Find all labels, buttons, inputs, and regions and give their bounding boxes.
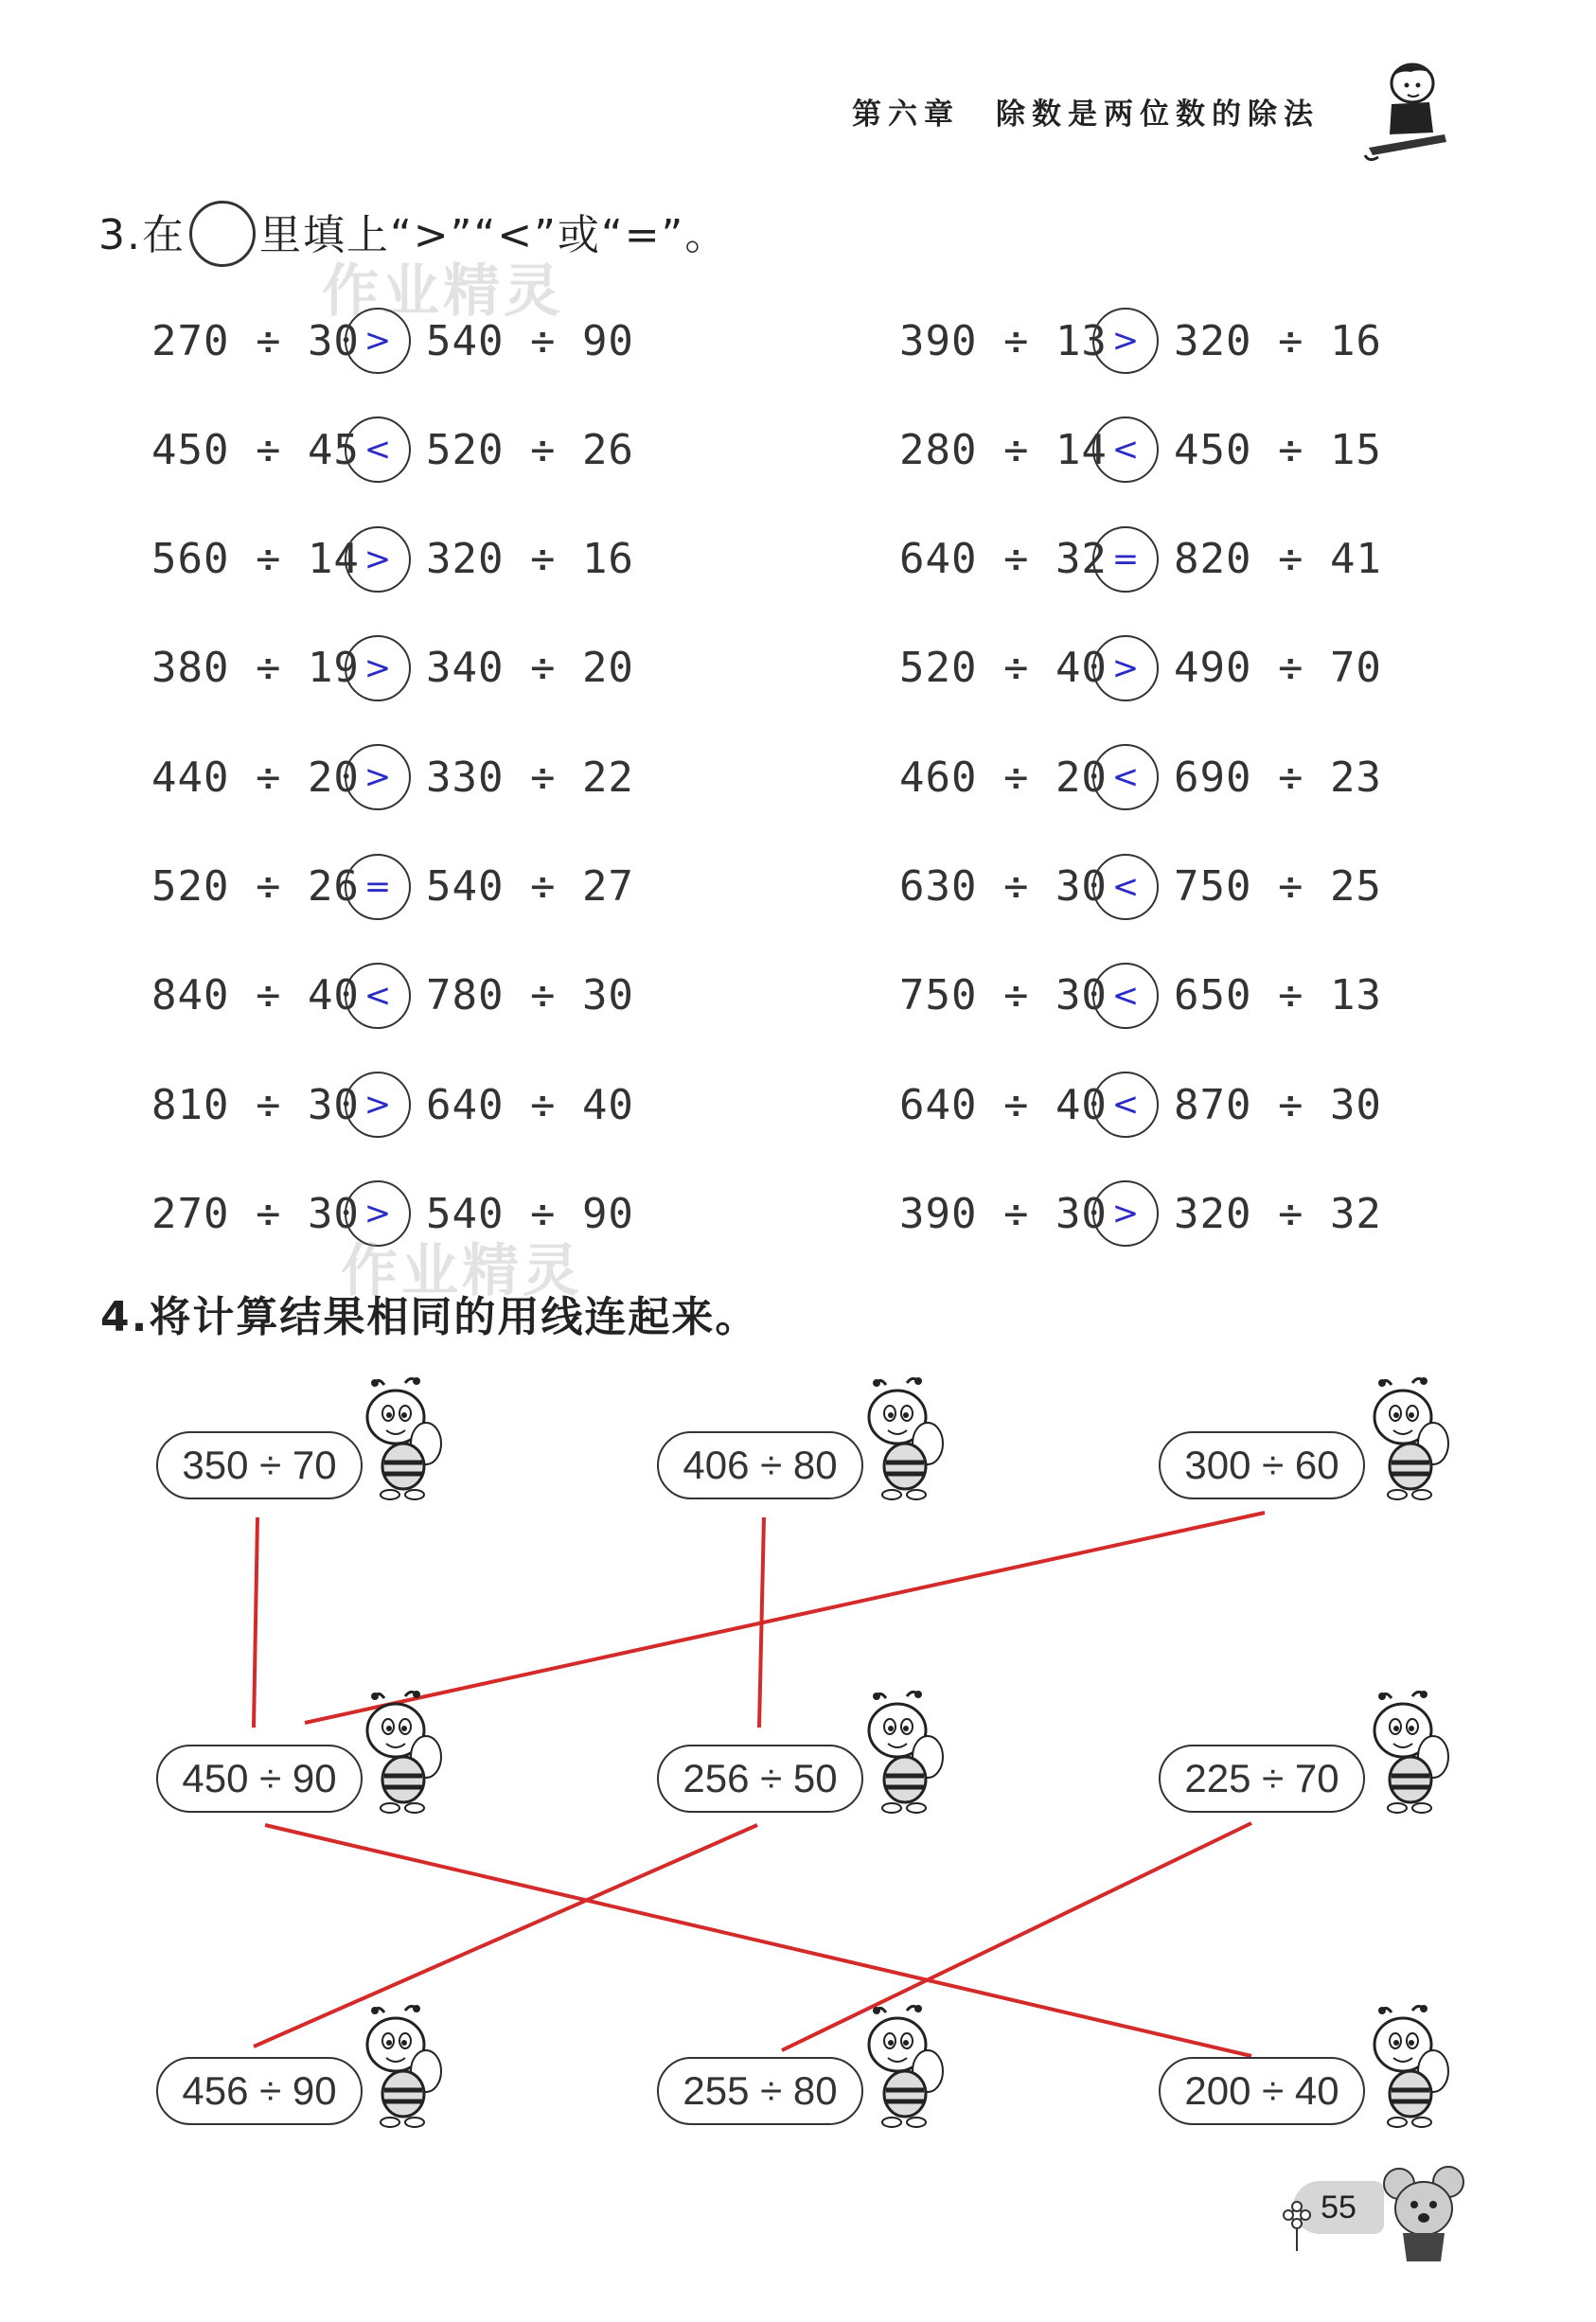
answer-circle[interactable]: < [1092, 744, 1159, 810]
right-expression: 650 ÷ 13 [1174, 971, 1382, 1020]
bee-icon [356, 1377, 443, 1510]
left-expression: 460 ÷ 20 [899, 753, 1108, 802]
answer-circle[interactable]: > [345, 308, 411, 374]
expression-box[interactable]: 225 ÷ 70 [1159, 1745, 1365, 1813]
left-expression: 520 ÷ 26 [151, 862, 360, 911]
flower-icon [1278, 2196, 1316, 2253]
connection-line[interactable] [782, 1823, 1251, 2050]
left-expression: 560 ÷ 14 [151, 535, 360, 584]
connection-line[interactable] [305, 1513, 1265, 1723]
left-expression: 390 ÷ 13 [899, 316, 1108, 365]
bee-icon [1363, 2005, 1450, 2137]
answer-circle[interactable]: > [1092, 1180, 1159, 1247]
bee-icon [858, 1377, 945, 1510]
answer-circle[interactable]: < [1092, 1072, 1159, 1138]
watermark: 作业精灵 [322, 258, 564, 325]
answer-circle[interactable]: < [345, 963, 411, 1029]
answer-circle[interactable]: > [345, 744, 411, 810]
left-expression: 450 ÷ 45 [151, 425, 360, 474]
left-expression: 270 ÷ 30 [151, 1189, 360, 1238]
answer-circle[interactable]: < [345, 417, 411, 483]
expression-box[interactable]: 350 ÷ 70 [156, 1431, 363, 1499]
right-expression: 540 ÷ 90 [426, 1189, 634, 1238]
right-expression: 490 ÷ 70 [1174, 644, 1382, 693]
bee-icon [858, 2005, 945, 2137]
expression-box[interactable]: 450 ÷ 90 [156, 1745, 363, 1813]
expression-box[interactable]: 300 ÷ 60 [1159, 1431, 1365, 1499]
left-expression: 440 ÷ 20 [151, 753, 360, 802]
right-expression: 320 ÷ 16 [426, 535, 634, 584]
chapter-label: 第六章 [852, 97, 960, 132]
left-expression: 630 ÷ 30 [899, 862, 1108, 911]
expression-box[interactable]: 406 ÷ 80 [657, 1431, 863, 1499]
answer-circle[interactable]: < [1092, 854, 1159, 920]
left-expression: 270 ÷ 30 [151, 316, 360, 365]
right-expression: 750 ÷ 25 [1174, 862, 1382, 911]
right-expression: 870 ÷ 30 [1174, 1080, 1382, 1129]
question-number: 3. [98, 211, 142, 259]
left-expression: 280 ÷ 14 [899, 425, 1108, 474]
left-expression: 810 ÷ 30 [151, 1080, 360, 1129]
bee-icon [356, 1691, 443, 1823]
answer-circle[interactable]: = [1092, 526, 1159, 593]
left-expression: 640 ÷ 40 [899, 1080, 1108, 1129]
answer-circle[interactable]: < [1092, 963, 1159, 1029]
right-expression: 320 ÷ 16 [1174, 316, 1382, 365]
left-expression: 750 ÷ 30 [899, 971, 1108, 1020]
page-number: 55 [1293, 2181, 1384, 2234]
expression-box[interactable]: 200 ÷ 40 [1159, 2057, 1365, 2125]
right-expression: 540 ÷ 27 [426, 862, 634, 911]
bee-icon [1363, 1377, 1450, 1510]
watermark: 作业精灵 [341, 1238, 583, 1304]
answer-circle[interactable]: > [345, 526, 411, 593]
left-expression: 380 ÷ 19 [151, 644, 360, 693]
connection-line[interactable] [254, 1517, 257, 1728]
answer-circle[interactable]: > [345, 1180, 411, 1247]
right-expression: 340 ÷ 20 [426, 644, 634, 693]
right-expression: 330 ÷ 22 [426, 753, 634, 802]
koala-icon [1382, 2163, 1467, 2267]
right-expression: 820 ÷ 41 [1174, 535, 1382, 584]
answer-circle[interactable]: > [345, 635, 411, 701]
title-text: 里填上“>”“<”或“=”。 [258, 211, 729, 259]
question-number: 4. [100, 1293, 150, 1341]
answer-circle[interactable]: > [1092, 308, 1159, 374]
answer-circle[interactable]: > [1092, 635, 1159, 701]
right-expression: 690 ÷ 23 [1174, 753, 1382, 802]
answer-circle[interactable]: < [1092, 417, 1159, 483]
right-expression: 450 ÷ 15 [1174, 425, 1382, 474]
bee-icon [356, 2005, 443, 2137]
right-expression: 520 ÷ 26 [426, 425, 634, 474]
expression-box[interactable]: 456 ÷ 90 [156, 2057, 363, 2125]
left-expression: 640 ÷ 32 [899, 535, 1108, 584]
answer-circle[interactable]: = [345, 854, 411, 920]
chapter-title: 除数是两位数的除法 [996, 97, 1320, 132]
expression-box[interactable]: 256 ÷ 50 [657, 1745, 863, 1813]
right-expression: 540 ÷ 90 [426, 316, 634, 365]
left-expression: 840 ÷ 40 [151, 971, 360, 1020]
bee-icon [1363, 1691, 1450, 1823]
expression-box[interactable]: 255 ÷ 80 [657, 2057, 863, 2125]
left-expression: 390 ÷ 30 [899, 1189, 1108, 1238]
title-text: 在 [141, 211, 186, 259]
right-expression: 640 ÷ 40 [426, 1080, 634, 1129]
right-expression: 320 ÷ 32 [1174, 1189, 1382, 1238]
right-expression: 780 ÷ 30 [426, 971, 634, 1020]
connection-line[interactable] [254, 1825, 757, 2047]
bee-icon [858, 1691, 945, 1823]
left-expression: 520 ÷ 40 [899, 644, 1108, 693]
answer-circle[interactable]: > [345, 1072, 411, 1138]
title-text: 将计算结果相同的用线连起来。 [149, 1293, 759, 1341]
